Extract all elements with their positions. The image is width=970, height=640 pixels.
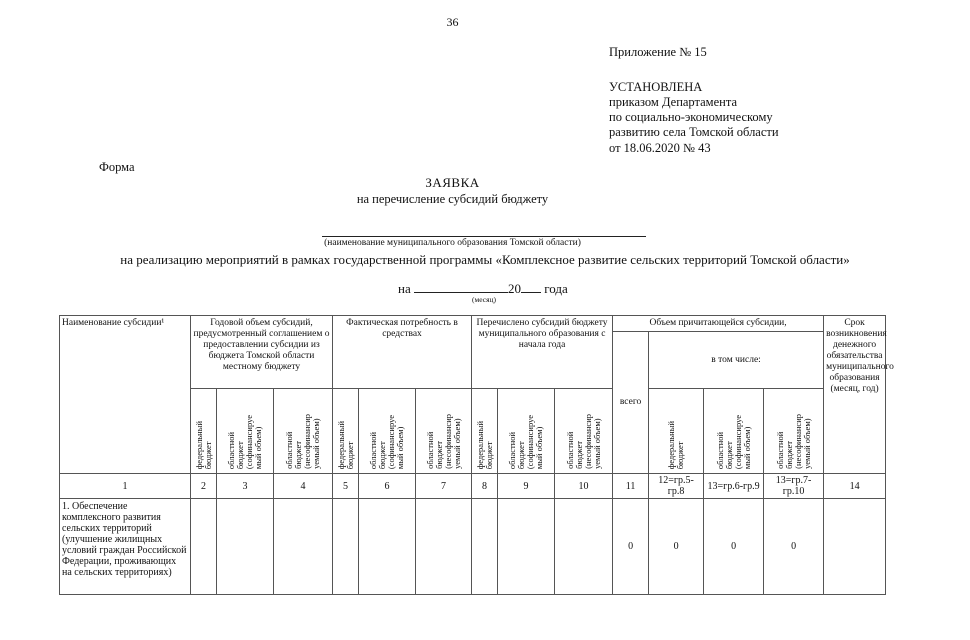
approval-line: от 18.06.2020 № 43: [609, 141, 711, 155]
subheader-regional-cofinanced: областной бюджет (софинансируе мый объем): [217, 389, 274, 474]
table-cell: 0: [764, 499, 824, 595]
header-due-volume: Объем причитающейся субсидии,: [613, 316, 824, 332]
table-cell: [191, 499, 217, 595]
year-blank: [521, 280, 541, 293]
header-transferred: Перечислено субсидий бюджету муниципального образования с начала года: [472, 316, 613, 389]
month-hint: (месяц): [472, 295, 497, 304]
subheader-regional-noncofinanced: областной бюджет (несофинансир уемый объем): [764, 389, 824, 474]
column-number: 4: [274, 474, 333, 499]
header-term: Срок возникновения денежного обязательства муниципального образования (месяц, год): [824, 316, 886, 474]
table-cell: [217, 499, 274, 595]
page-number: 36: [446, 15, 459, 29]
table-cell: 0: [649, 499, 704, 595]
column-number: 10: [555, 474, 613, 499]
subheader-regional-cofinanced: областной бюджет (софинансируе мый объем): [704, 389, 764, 474]
column-number: 1: [60, 474, 191, 499]
column-number: 3: [217, 474, 274, 499]
subheader-regional-cofinanced: областной бюджет (софинансируе мый объем): [498, 389, 555, 474]
year-prefix: 20: [507, 281, 521, 296]
table-cell: 0: [704, 499, 764, 595]
subheader-regional-noncofinanced: областной бюджет (несофинансир уемый объем): [555, 389, 613, 474]
subheader-regional-noncofinanced: областной бюджет (несофинансир уемый объем): [274, 389, 333, 474]
column-number: 5: [333, 474, 359, 499]
document-title: ЗАЯВКА: [425, 175, 480, 190]
subheader-federal: федеральный бюджет: [472, 389, 498, 474]
subheader-federal: федеральный бюджет: [333, 389, 359, 474]
subsidy-name-cell: 1. Обеспечение комплексного развития сельских территорий (улучшение жилищных условий граждан Российской Федерации, проживающих на сельских территориях): [60, 499, 191, 595]
subheader-regional-noncofinanced: областной бюджет (несофинансир уемый объем): [416, 389, 472, 474]
subsidy-request-table: [59, 315, 894, 595]
column-number: 7: [416, 474, 472, 499]
table-cell: [274, 499, 333, 595]
form-label: Форма: [99, 160, 135, 174]
table-cell: [472, 499, 498, 595]
header-including: в том числе:: [649, 332, 824, 389]
table-cell: [555, 499, 613, 595]
header-annual-volume: Годовой объем субсидий, предусмотренный соглашением о предоставлении субсидии из бюджета Томской области местному бюджету: [191, 316, 333, 389]
table-cell: [359, 499, 416, 595]
header-due-total: всего: [613, 332, 649, 474]
table-row: [60, 499, 886, 595]
subheader-federal: федеральный бюджет: [191, 389, 217, 474]
municipality-blank-line: [322, 236, 646, 237]
table-cell: [416, 499, 472, 595]
municipality-hint: (наименование муниципального образования Томской области): [324, 238, 581, 248]
column-number: 12=гр.5-гр.8: [649, 474, 704, 499]
column-number: 13=гр.6-гр.9: [704, 474, 764, 499]
header-subsidy-name: Наименование субсидии¹: [60, 316, 191, 474]
table-cell: [333, 499, 359, 595]
subheader-regional-cofinanced: областной бюджет (софинансируе мый объем): [359, 389, 416, 474]
column-number: 14: [824, 474, 886, 499]
column-number: 11: [613, 474, 649, 499]
column-number: 8: [472, 474, 498, 499]
program-line: на реализацию мероприятий в рамках государственной программы «Комплексное развитие сельских территорий Томской области»: [120, 252, 850, 267]
column-number: 13=гр.7-гр.10: [764, 474, 824, 499]
table-cell: 0: [613, 499, 649, 595]
table-cell: [498, 499, 555, 595]
approval-line: развитию села Томской области: [609, 125, 779, 139]
approval-line: по социально-экономическому: [609, 110, 773, 124]
month-blank: [414, 280, 508, 293]
approval-line: приказом Департамента: [609, 95, 737, 109]
approved-label: УСТАНОВЛЕНА: [609, 80, 703, 94]
column-numbers-row: [60, 474, 886, 499]
column-number: 9: [498, 474, 555, 499]
table-cell: [824, 499, 886, 595]
appendix-label: Приложение № 15: [609, 45, 707, 59]
document-subtitle: на перечисление субсидий бюджету: [356, 192, 549, 206]
column-number: 2: [191, 474, 217, 499]
period-suffix: года: [544, 281, 568, 296]
header-actual-need: Фактическая потребность в средствах: [333, 316, 472, 389]
column-number: 6: [359, 474, 416, 499]
period-prefix: на: [398, 281, 411, 296]
subheader-federal: федеральный бюджет: [649, 389, 704, 474]
